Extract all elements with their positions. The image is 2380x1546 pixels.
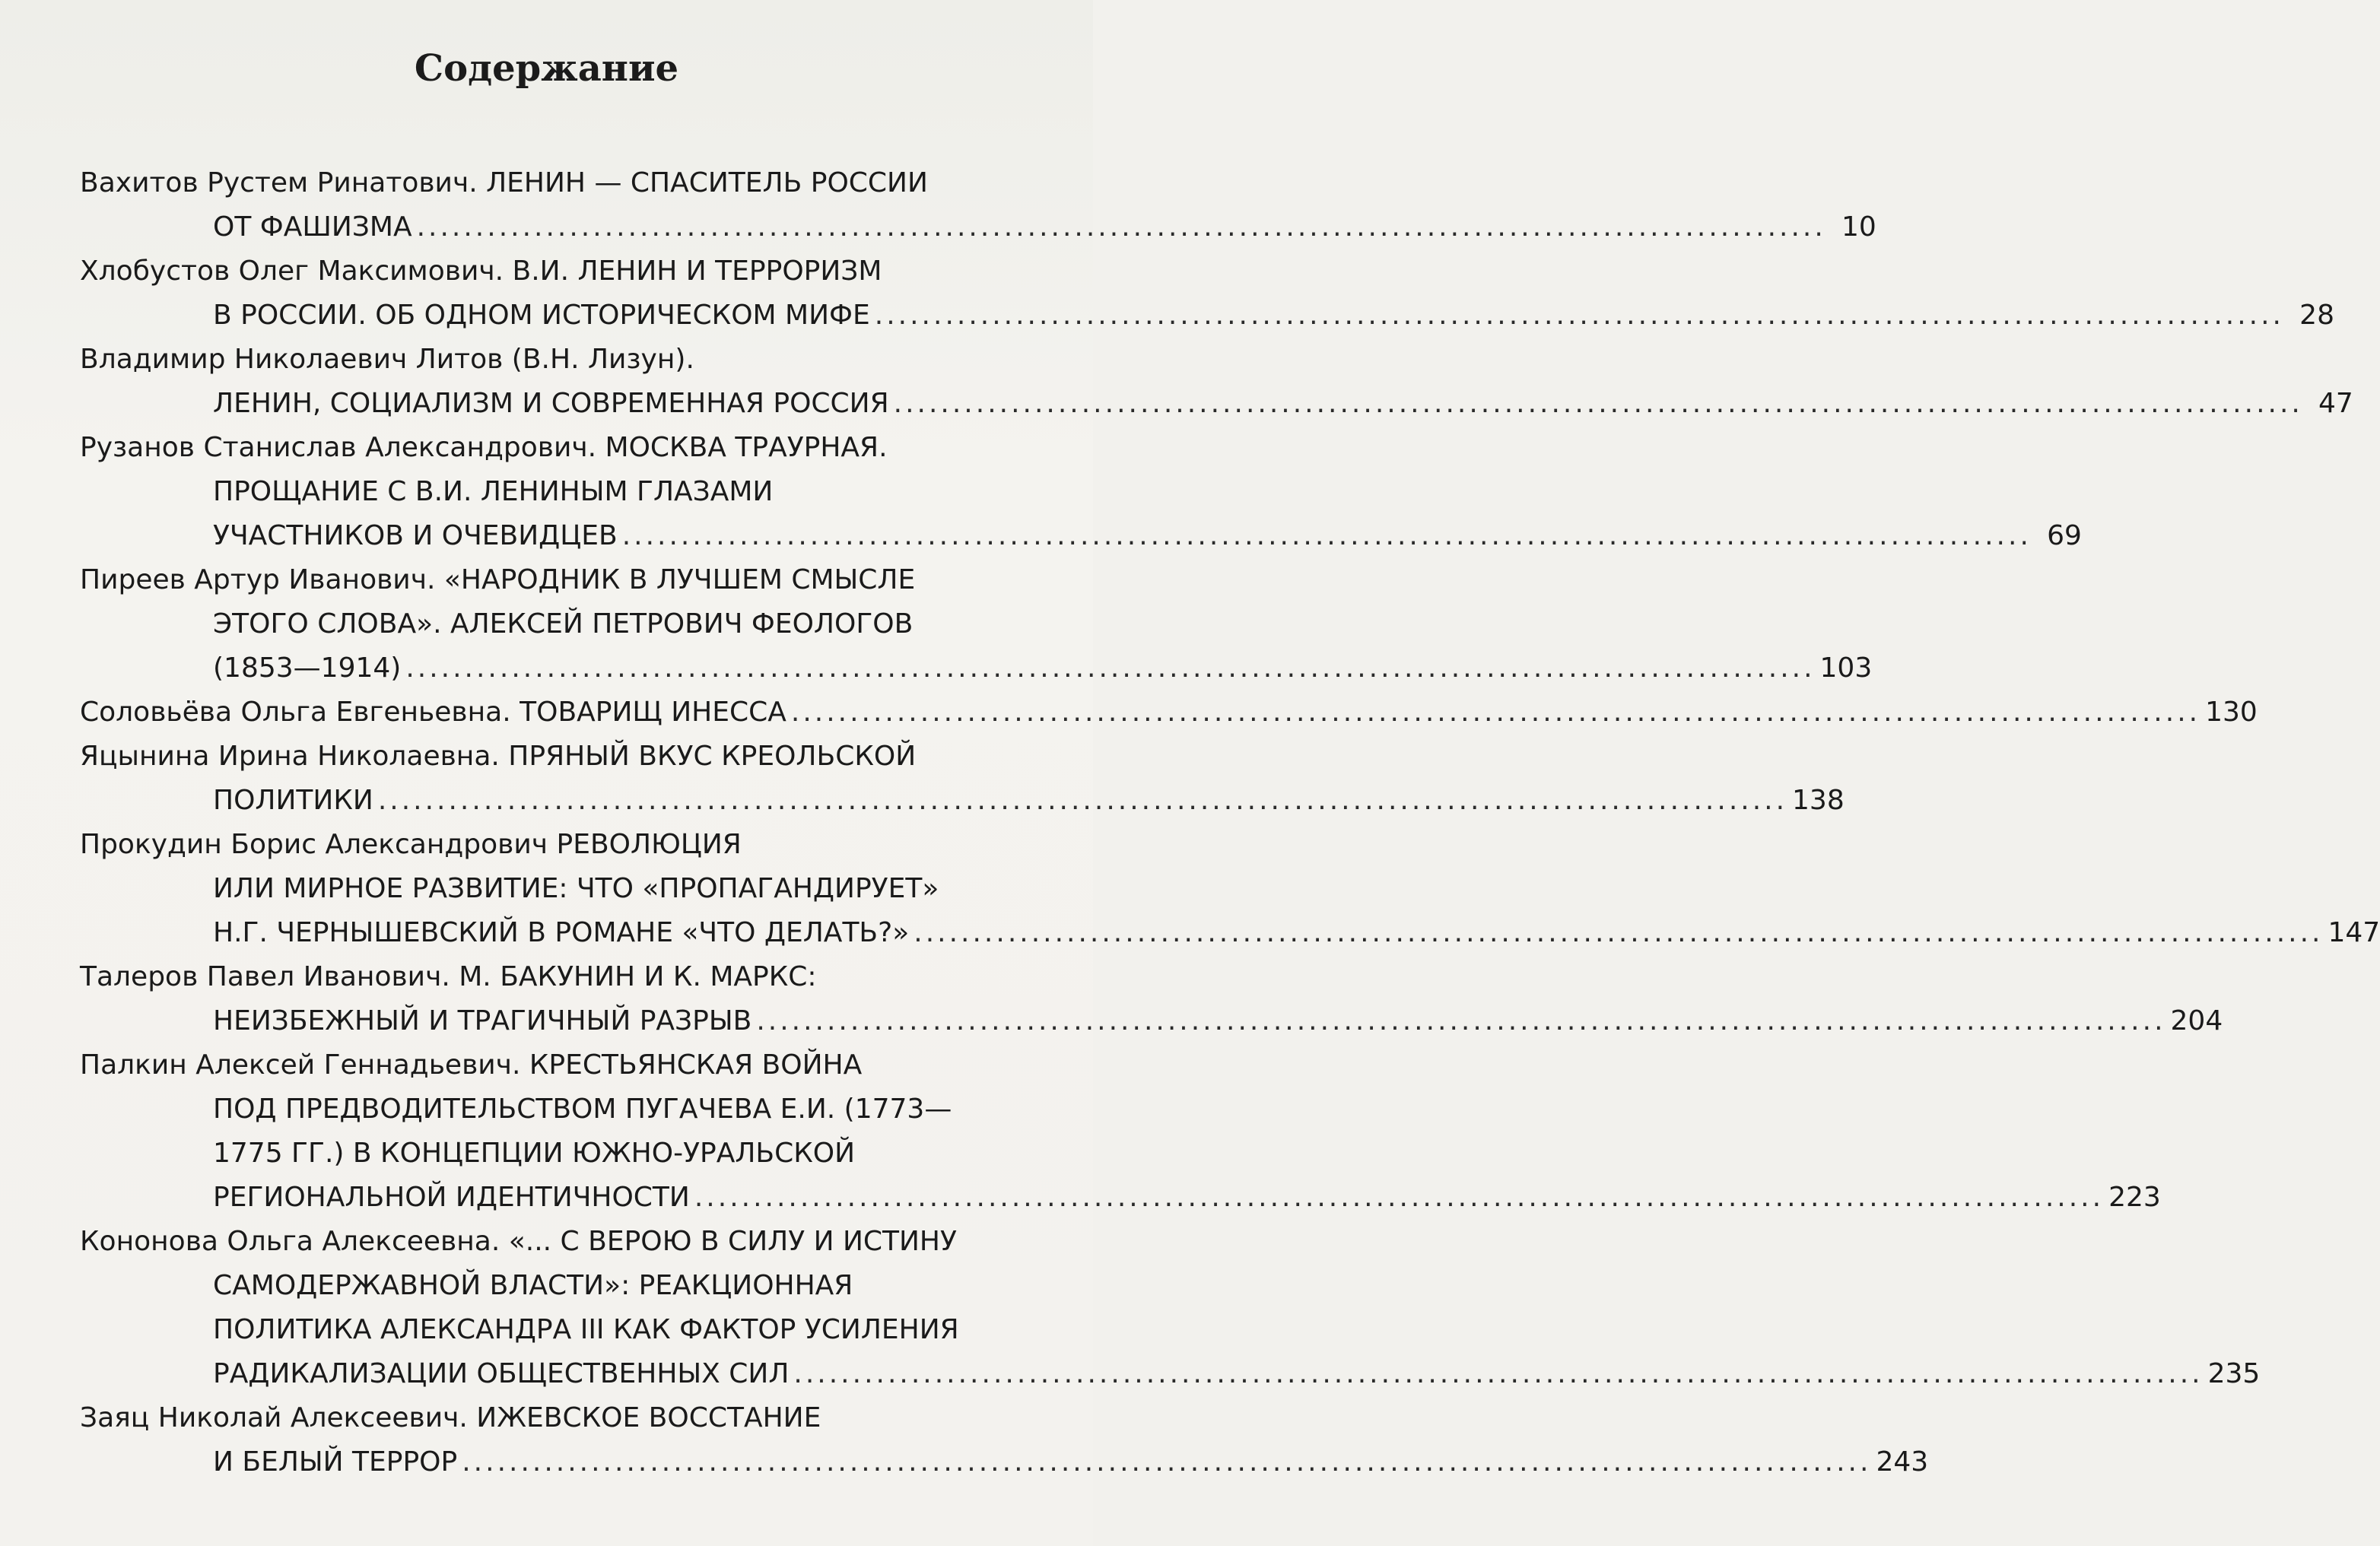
toc-line (72, 602, 1061, 646)
toc-entry (72, 1043, 2161, 1220)
toc-line (72, 779, 1845, 823)
toc-title-text: КРЕСТЬЯНСКАЯ ВОЙНА (520, 1049, 863, 1081)
toc-entry (72, 1396, 1929, 1484)
toc-title-text: ЛЕНИН — СПАСИТЕЛЬ РОССИИ (477, 167, 928, 198)
toc-leader-dots: ........................................................................................................................ (416, 211, 1826, 243)
toc-entry (72, 249, 2334, 338)
toc-line (72, 690, 2258, 735)
toc-entry (72, 1220, 2261, 1396)
toc-author: Рузанов Станислав Александрович. (80, 432, 597, 463)
toc-leader-dots: ........................................................................................................................ (893, 388, 2303, 419)
toc-title-text: РЕВОЛЮЦИЯ (548, 829, 742, 860)
toc-leader-dots: ........................................................................................................................ (405, 652, 1816, 684)
toc-leader-dots: ........................................................................................................................ (756, 1005, 2166, 1036)
toc-line (72, 1043, 1061, 1087)
toc-line (72, 1440, 1929, 1484)
toc-line (72, 911, 2380, 955)
toc-line (72, 1087, 1061, 1132)
toc-line-text (80, 741, 916, 772)
toc-title-text: И БЕЛЫЙ ТЕРРОР (213, 1446, 458, 1478)
toc-line (72, 470, 1061, 514)
toc-line-text (80, 344, 694, 375)
toc-line-text (213, 1270, 853, 1301)
toc-page-number: 223 (2108, 1182, 2161, 1213)
toc-line-text (213, 294, 870, 338)
toc-title-text: ОТ ФАШИЗМА (213, 211, 412, 243)
toc-title-text: РЕГИОНАЛЬНОЙ ИДЕНТИЧНОСТИ (213, 1182, 690, 1213)
toc-line (72, 955, 1061, 999)
toc-title-text: ТОВАРИЩ ИНЕССА (510, 697, 786, 728)
toc-leader-dots: ........................................................................................................................ (621, 520, 2032, 551)
toc-author: Владимир Николаевич Литов (В.Н. Лизун). (80, 344, 694, 375)
toc-line-text (213, 999, 751, 1043)
toc-title-text: ЭТОГО СЛОВА». АЛЕКСЕЙ ПЕТРОВИЧ ФЕОЛОГОВ (213, 608, 914, 640)
toc-page-number: 243 (1876, 1446, 1929, 1478)
toc-line-text (213, 1176, 690, 1220)
toc-page-number: 10 (1841, 211, 1876, 243)
toc-title-text: Н.Г. ЧЕРНЫШЕВСКИЙ В РОМАНЕ «ЧТО ДЕЛАТЬ?» (213, 917, 910, 948)
toc-line-text (213, 1352, 789, 1396)
toc-author: Соловьёва Ольга Евгеньевна. (80, 697, 511, 728)
toc-page-number: 147 (2328, 917, 2380, 948)
toc-line-text (213, 382, 889, 426)
toc-line-text (213, 476, 773, 507)
toc-line-text (213, 646, 401, 690)
toc-author: Хлобустов Олег Максимович. (80, 256, 504, 287)
toc-line-text (80, 961, 817, 992)
toc-author: Вахитов Рустем Ринатович. (80, 167, 478, 198)
toc-line (72, 514, 2082, 558)
toc-line-text (80, 1402, 821, 1433)
toc-leader-dots: ........................................................................................................................ (874, 300, 2284, 331)
toc-title-text: РАДИКАЛИЗАЦИИ ОБЩЕСТВЕННЫХ СИЛ (213, 1358, 790, 1389)
toc-line (72, 1220, 1061, 1264)
toc-line-text (80, 1049, 862, 1081)
toc-title-text: М. БАКУНИН И К. МАРКС: (450, 961, 817, 992)
toc-line-text (213, 873, 939, 904)
toc-title-text: ИЛИ МИРНОЕ РАЗВИТИЕ: ЧТО «ПРОПАГАНДИРУЕТ» (213, 873, 939, 904)
toc-line (72, 382, 2353, 426)
toc-line-text (213, 514, 618, 558)
toc-line (72, 823, 1061, 867)
toc-line (72, 1352, 2261, 1396)
toc-line (72, 249, 1061, 294)
toc-line-text (213, 1138, 855, 1169)
toc-line-text (80, 1226, 957, 1257)
toc-line-text (213, 205, 412, 249)
toc-page-number: 103 (1819, 652, 1873, 684)
toc-entry (72, 955, 2223, 1043)
table-of-contents (72, 161, 2380, 1484)
toc-author: Талеров Павел Иванович. (80, 961, 450, 992)
toc-author: Прокудин Борис Александрович (80, 829, 548, 860)
toc-page-number: 204 (2170, 1005, 2223, 1036)
toc-line-text (80, 690, 786, 735)
toc-page-number: 235 (2207, 1358, 2261, 1389)
toc-entry (72, 690, 2258, 735)
toc-title-text: ПОЛИТИКИ (213, 785, 373, 816)
toc-author: Яцынина Ирина Николаевна. (80, 741, 500, 772)
toc-leader-dots: ........................................................................................................................ (462, 1446, 1872, 1478)
toc-title-text: САМОДЕРЖАВНОЙ ВЛАСТИ»: РЕАКЦИОННАЯ (213, 1270, 853, 1301)
toc-line-text (213, 911, 909, 955)
toc-line-text (80, 256, 882, 287)
toc-title-text: ПРЯНЫЙ ВКУС КРЕОЛЬСКОЙ (499, 741, 917, 772)
toc-line-text (213, 779, 373, 823)
toc-title-text: ЛЕНИН, СОЦИАЛИЗМ И СОВРЕМЕННАЯ РОССИЯ (213, 388, 889, 419)
toc-line (72, 999, 2223, 1043)
toc-author: Кононова Ольга Алексеевна. (80, 1226, 500, 1257)
toc-title-text: В.И. ЛЕНИН И ТЕРРОРИЗМ (504, 256, 882, 287)
toc-leader-dots: ........................................................................................................................ (377, 785, 1788, 816)
toc-entry (72, 338, 2353, 426)
toc-page-number: 28 (2299, 300, 2334, 331)
toc-leader-dots: ........................................................................................................................ (790, 697, 2201, 728)
toc-line (72, 1132, 1061, 1176)
toc-line (72, 1264, 1061, 1308)
toc-title-text: УЧАСТНИКОВ И ОЧЕВИДЦЕВ (213, 520, 618, 551)
toc-line (72, 426, 1061, 470)
toc-title-text: ПРОЩАНИЕ С В.И. ЛЕНИНЫМ ГЛАЗАМИ (213, 476, 774, 507)
toc-line (72, 867, 1061, 911)
toc-line (72, 294, 2334, 338)
toc-line (72, 1176, 2161, 1220)
toc-entry (72, 735, 1845, 823)
toc-entry (72, 558, 1873, 690)
toc-title-text: ПОЛИТИКА АЛЕКСАНДРА III КАК ФАКТОР УСИЛЕНИЯ (213, 1314, 959, 1345)
toc-entry (72, 823, 2380, 955)
toc-title-text: (1853—1914) (213, 652, 402, 684)
toc-page-number: 69 (2047, 520, 2082, 551)
toc-title-text: «НАРОДНИК В ЛУЧШЕМ СМЫСЛЕ (435, 564, 916, 595)
toc-title-text: ПОД ПРЕДВОДИТЕЛЬСТВОМ ПУГАЧЕВА Е.И. (1773— (213, 1094, 952, 1125)
page-title: Содержание (414, 47, 679, 90)
toc-line (72, 1396, 1061, 1440)
toc-line-text (213, 608, 913, 640)
toc-entry (72, 161, 1876, 249)
toc-leader-dots: ........................................................................................................................ (914, 917, 2324, 948)
toc-line (72, 161, 1061, 205)
toc-page-number: 47 (2318, 388, 2353, 419)
toc-title-text: «... С ВЕРОЮ В СИЛУ И ИСТИНУ (500, 1226, 957, 1257)
toc-line-text (213, 1094, 952, 1125)
toc-leader-dots: ........................................................................................................................ (694, 1182, 2105, 1213)
toc-line-text (80, 167, 928, 198)
toc-line-text (80, 564, 915, 595)
toc-line (72, 205, 1876, 249)
toc-line-text (213, 1314, 959, 1345)
toc-author: Пиреев Артур Иванович. (80, 564, 436, 595)
toc-line (72, 338, 1061, 382)
toc-line (72, 646, 1873, 690)
toc-line (72, 558, 1061, 602)
toc-line (72, 735, 1061, 779)
toc-title-text: НЕИЗБЕЖНЫЙ И ТРАГИЧНЫЙ РАЗРЫВ (213, 1005, 752, 1036)
toc-author: Палкин Алексей Геннадьевич. (80, 1049, 521, 1081)
toc-line-text (213, 1440, 457, 1484)
toc-title-text: ИЖЕВСКОЕ ВОССТАНИЕ (467, 1402, 821, 1433)
toc-title-text: В РОССИИ. ОБ ОДНОМ ИСТОРИЧЕСКОМ МИФЕ (213, 300, 870, 331)
toc-title-text: МОСКВА ТРАУРНАЯ. (596, 432, 888, 463)
toc-line-text (80, 829, 742, 860)
toc-title-text: 1775 ГГ.) В КОНЦЕПЦИИ ЮЖНО-УРАЛЬСКОЙ (213, 1138, 856, 1169)
toc-author: Заяц Николай Алексеевич. (80, 1402, 468, 1433)
toc-page-number: 138 (1792, 785, 1845, 816)
toc-line (72, 1308, 1061, 1352)
toc-leader-dots: ........................................................................................................................ (793, 1358, 2204, 1389)
toc-page-number: 130 (2205, 697, 2258, 728)
toc-line-text (80, 432, 888, 463)
toc-entry (72, 426, 2082, 558)
